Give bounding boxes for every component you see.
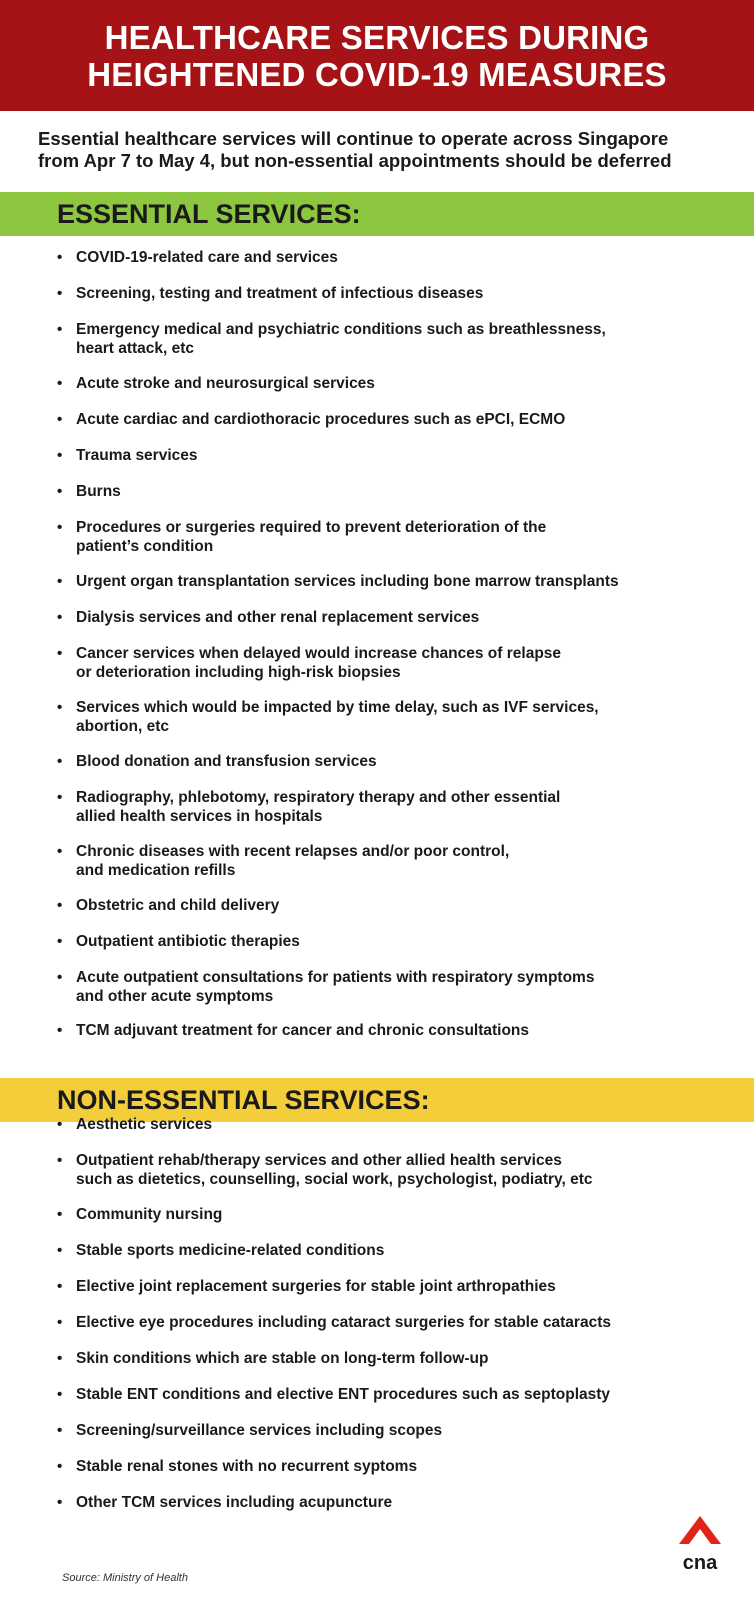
non-essential-service-item [57,1349,726,1368]
bullet: • [57,699,63,716]
non-essential-service-item-line-1: Other TCM services including acupuncture [76,1494,393,1511]
bullet: • [57,321,63,338]
non-essential-service-item [57,1493,726,1512]
essential-service-item [57,410,726,429]
non-essential-service-item [57,1277,726,1296]
essential-service-item-line-1: Obstetric and child delivery [76,897,280,914]
essential-service-item [57,482,726,501]
bullet: • [57,1422,63,1439]
cna-logo-icon [675,1514,725,1574]
essential-service-item-line-1: Radiography, phlebotomy, respiratory therapy and other essential [76,789,561,806]
non-essential-service-item [57,1115,726,1134]
intro-line-1: Essential healthcare services will continue to operate across Singapore [38,128,669,149]
essential-service-item [57,608,726,627]
bullet: • [57,1386,63,1403]
non-essential-service-item [57,1241,726,1260]
bullet: • [57,249,63,266]
non-essential-service-item-line-1: Screening/surveillance services including scopes [76,1422,443,1439]
essential-service-item-line-1: Burns [76,483,121,500]
essential-heading: ESSENTIAL SERVICES: [57,198,361,229]
bullet: • [57,843,63,860]
bullet: • [57,1242,63,1259]
essential-service-item-line-1: Urgent organ transplantation services including bone marrow transplants [76,573,619,590]
bullet: • [57,519,63,536]
essential-service-item [57,644,726,682]
essential-service-item [57,968,726,1006]
bullet: • [57,753,63,770]
bullet: • [57,789,63,806]
essential-service-item-line-1: Outpatient antibiotic therapies [76,933,300,950]
essential-service-item-line-1: Emergency medical and psychiatric conditions such as breathlessness, [76,321,606,338]
essential-service-item [57,446,726,465]
non-essential-service-item [57,1205,726,1224]
essential-service-item [57,932,726,951]
essential-service-item [57,896,726,915]
essential-service-item-line-2: or deterioration including high-risk biopsies [76,664,401,681]
essential-service-item [57,1021,726,1040]
essential-service-item-line-2: and other acute symptoms [76,988,274,1005]
essential-service-item [57,752,726,771]
essential-service-item-line-1: Dialysis services and other renal replacement services [76,609,480,626]
bullet: • [57,1206,63,1223]
non-essential-service-item-line-1: Community nursing [76,1206,223,1223]
bullet: • [57,483,63,500]
essential-service-item-line-1: COVID-19-related care and services [76,249,338,266]
essential-service-item-line-1: Trauma services [76,447,198,464]
non-essential-service-item-line-1: Elective joint replacement surgeries for stable joint arthropathies [76,1278,556,1295]
bullet: • [57,285,63,302]
essential-service-item-line-1: Acute cardiac and cardiothoracic procedures such as ePCI, ECMO [76,411,566,428]
essential-service-item-line-1: Chronic diseases with recent relapses and/or poor control, [76,843,510,860]
bullet: • [57,1022,63,1039]
bullet: • [57,1278,63,1295]
essential-service-item-line-2: patient’s condition [76,538,214,555]
bullet: • [57,1152,63,1169]
essential-service-item [57,374,726,393]
bullet: • [57,1458,63,1475]
essential-service-item-line-1: Acute stroke and neurosurgical services [76,375,375,392]
bullet: • [57,573,63,590]
essential-service-item-line-2: abortion, etc [76,718,170,735]
non-essential-service-item-line-1: Skin conditions which are stable on long-term follow-up [76,1350,489,1367]
non-essential-service-item [57,1457,726,1476]
bullet: • [57,609,63,626]
non-essential-heading: NON-ESSENTIAL SERVICES: [57,1084,430,1115]
essential-service-item-line-2: allied health services in hospitals [76,808,323,825]
bullet: • [57,1116,63,1133]
essential-service-item-line-1: Cancer services when delayed would increase chances of relapse [76,645,562,662]
bullet: • [57,645,63,662]
header-banner [0,0,754,111]
bullet: • [57,447,63,464]
essential-service-item-line-2: heart attack, etc [76,340,195,357]
non-essential-service-item [57,1421,726,1440]
non-essential-service-item-line-1: Stable ENT conditions and elective ENT procedures such as septoplasty [76,1386,611,1403]
bullet: • [57,1494,63,1511]
essential-service-item-line-1: Acute outpatient consultations for patients with respiratory symptoms [76,969,595,986]
essential-service-item [57,572,726,591]
essential-service-item-line-1: Screening, testing and treatment of infectious diseases [76,285,484,302]
cna-logo [675,1514,725,1574]
bullet: • [57,897,63,914]
bullet: • [57,969,63,986]
bullet: • [57,1350,63,1367]
bullet: • [57,1314,63,1331]
essential-service-item-line-1: Blood donation and transfusion services [76,753,377,770]
essential-service-item [57,842,726,880]
non-essential-service-item-line-1: Stable sports medicine-related conditions [76,1242,385,1259]
non-essential-service-item-line-1: Stable renal stones with no recurrent syptoms [76,1458,418,1475]
non-essential-service-item [57,1313,726,1332]
page-title-line-1: HEALTHCARE SERVICES DURING [104,18,650,56]
essential-service-item-line-1: Services which would be impacted by time delay, such as IVF services, [76,699,599,716]
source-note: Source: Ministry of Health [62,1572,188,1584]
non-essential-service-item-line-1: Aesthetic services [76,1116,213,1133]
page-title-line-2: HEIGHTENED COVID-19 MEASURES [87,55,667,93]
bullet: • [57,375,63,392]
cna-logo-text: cna [682,1552,718,1574]
essential-service-item [57,788,726,826]
non-essential-service-item-line-1: Outpatient rehab/therapy services and other allied health services [76,1152,562,1169]
non-essential-service-item-line-1: Elective eye procedures including cataract surgeries for stable cataracts [76,1314,611,1331]
essential-service-item [57,284,726,303]
essential-service-item-line-1: Procedures or surgeries required to prevent deterioration of the [76,519,547,536]
essential-service-item [57,518,726,556]
bullet: • [57,411,63,428]
essential-service-item [57,248,726,267]
non-essential-service-item-line-2: such as dietetics, counselling, social work, psychologist, podiatry, etc [76,1171,593,1188]
essential-heading-band [0,192,754,236]
essential-service-item-line-2: and medication refills [76,862,236,879]
essential-service-item [57,698,726,736]
bullet: • [57,933,63,950]
non-essential-service-item [57,1151,726,1189]
essential-service-item [57,320,726,358]
non-essential-service-item [57,1385,726,1404]
intro-line-2: from Apr 7 to May 4, but non-essential appointments should be deferred [38,150,672,171]
essential-service-item-line-1: TCM adjuvant treatment for cancer and chronic consultations [76,1022,530,1039]
intro-text [38,128,738,172]
